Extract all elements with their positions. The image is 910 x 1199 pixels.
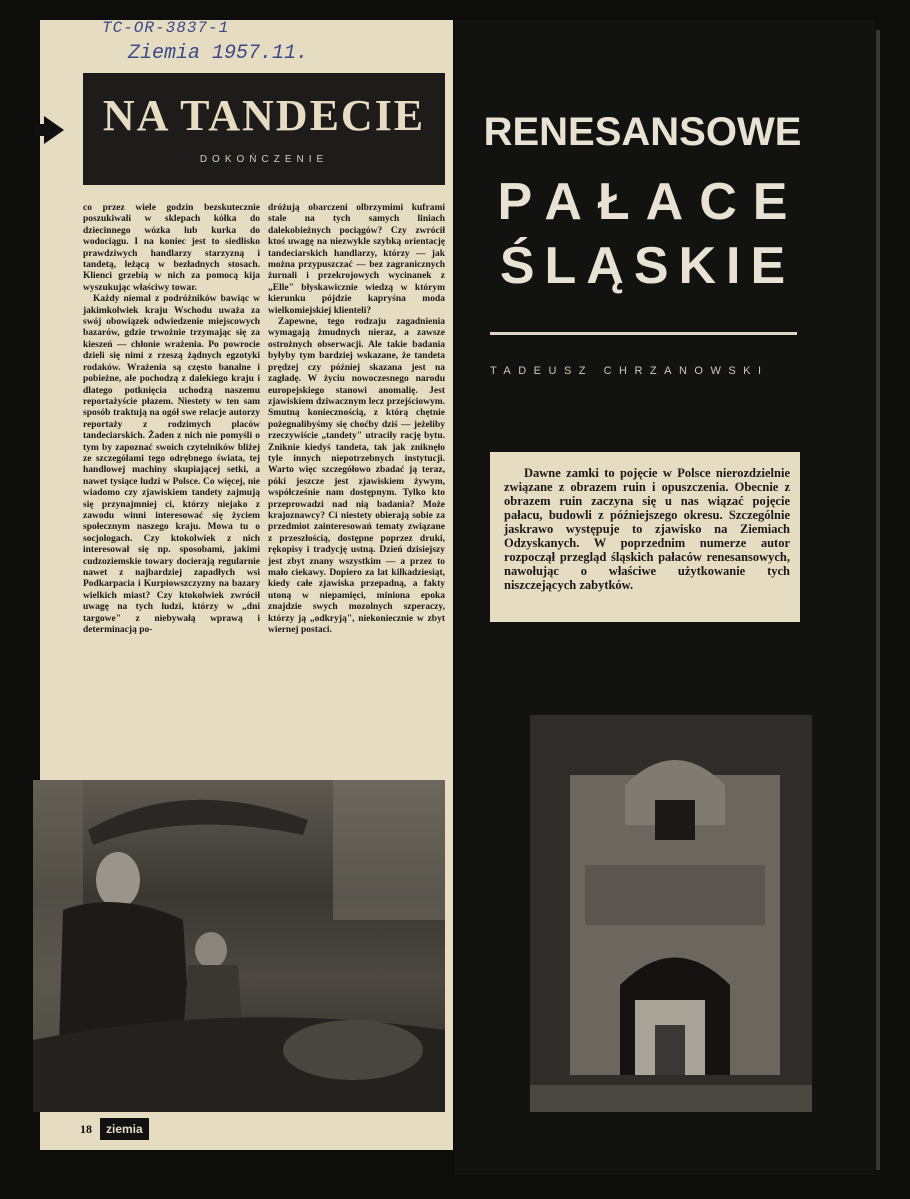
text-column-1: [83, 203, 260, 636]
divider: [490, 332, 797, 335]
article-subtitle: DOKOŃCZENIE: [199, 154, 329, 165]
text-column-2: [268, 203, 445, 636]
lead-box: [490, 452, 800, 622]
headline-line-3: ŚLĄSKIE: [499, 237, 796, 295]
arrow-icon: [44, 116, 64, 144]
paragraph: co przez wiele godzin bezskutecznie poszukiwali w sklepach kółka do dziecinnego wózka lub kurka do wodociągu. I na koniec jest to siedlisko prawdziwych handlarzy starzyzną i tandetą, leżącą w bezładnych stosach. Klienci grzebią w nich za pomocą kija wyszukując właściwy towar.: [83, 203, 260, 293]
market-photo-illustration: [33, 780, 445, 1112]
palace-portal-photo: [530, 715, 812, 1112]
page-edge: [876, 30, 880, 1170]
title-box: [83, 73, 445, 185]
magazine-logo: ziemia: [100, 1118, 149, 1140]
article-title: NA TANDECIE: [102, 91, 426, 140]
handwritten-catalog-number: TC-OR-3837-1: [102, 19, 230, 37]
headline-line-1: RENESANSOWE: [483, 110, 802, 154]
headline-line-2: PAŁACE: [497, 173, 804, 231]
palace-portal-illustration: [530, 715, 812, 1112]
handwritten-issue-note: Ziemia 1957.11.: [128, 42, 309, 65]
market-photo: [33, 780, 445, 1112]
paragraph: Każdy niemal z podróżników bawiąc w jakimkolwiek kraju Wschodu uważa za swój obowiązek odwiedzenie miejscowych bazarów, gdzie trwożnie trzymając się za kieszeń — chłonie wrażenia. Po powrocie dzieli się nimi z rzeszą żądnych egzotyki rodaków. Wrażenia są często banalne i pobieżne, ale pochodzą z dalekiego kraju i dlatego potknięcia uchodzą naszemu reportażyście płazem. Niestety w ten sam sposób traktują na ogół swe relacje autorzy reportaży z rodzimych placów tandeciarskich. Żaden z nich nie pomyśli o tym by zapoznać swoich czytelników bliżej ze szczegółami tego odrębnego świata, tej handlowej machiny skupiającej setki, a nawet tysiące ludzi w Polsce. Co więcej, nie wiadomo czy zjawiskiem tandety zajmują się przynajmniej ci, którzy niejako z zawodu winni interesować się życiem społecznym naszego kraju. Mowa tu o socjologach. Czy ktokolwiek z nich interesował się np. sposobami, jakimi cudzoziemskie towary docierają regularnie nawet z najbardziej zapadłych wsi Podkarpacia i Kurpiowszczyzny na bazary wielkich miast? Czy ktokolwiek zwrócił uwagę na tych ludzi, którzy w „dni targowe" z niebywałą wprawą i determinacją po-: [83, 294, 260, 636]
author-name: TADEUSZ CHRZANOWSKI: [490, 365, 769, 377]
page-number: 18: [80, 1122, 92, 1136]
lead-paragraph: Dawne zamki to pojęcie w Polsce nierozdzielnie związane z obrazem ruin i opuszczenia. Obecnie z obrazem ruin zaczyna się u nas wiązać pojęcie pałacu, budowli z późniejszego okresu. Szczególnie jaskrawo występuje to zjawisko na Ziemiach Odzyskanych. W poprzednim numerze autor rozpoczął przegląd śląskich pałaców renesansowych, nawołując o właściwe użytkowanie tych niszczejących zabytków.: [504, 466, 790, 592]
paragraph: dróżują obarczeni olbrzymimi kuframi stale na tych samych liniach dalekobieżnych pociągów? Czy zwrócił ktoś uwagę na niezwykle szybką orientację tandeciarskich handlarzy, którzy — jak można przypuszczać — bez zagranicznych żurnali i przekrojowych wycinanek z „Elle" błyskawicznie wiedzą w którym kierunku pójdzie kapryśna moda wielkomiejskiej klienteli?: [268, 203, 445, 316]
paragraph: Zapewne, tego rodzaju zagadnienia wymagają żmudnych nieraz, a zawsze ostrożnych obserwacji. Ale takie badania byłyby tym bardziej wskazane, że tandeta prędzej czy później skazana jest na zagładę. W życiu nowoczesnego narodu europejskiego stanowi anomalię. Jest zjawiskiem dziwacznym lecz przejściowym. Smutną koniecznością, z którą chętnie pożegnalibyśmy się choćby dziś — jeżeliby rzeczywiście „tandety" utraciły rację bytu. Zniknie kiedyś tandeta, tak jak zniknęło tyle innych niepotrzebnych instytucji. Warto więc szczegółowo zbadać ją teraz, póki jeszcze jest zjawiskiem żywym, współcześnie nam dostępnym. Tylko kto przeprowadzi nad nią badania? Może krajoznawcy? Ci niestety obierają sobie za przedmiot zainteresowań tematy związane z przeszłością, dostępne poprzez druki, rękopisy i tradycję ustną. Dzień dzisiejszy jest zbyt znany wszystkim — a przez to mało ciekawy. Dopiero za lat kilkadziesiąt, kiedy całe zjawiska przepadną, a fakty utoną w niepamięci, miniona epoka znajdzie swych mozolnych szperaczy, którzy ją „odkryją", niekoniecznie w zbyt wiernej postaci.: [268, 317, 445, 636]
